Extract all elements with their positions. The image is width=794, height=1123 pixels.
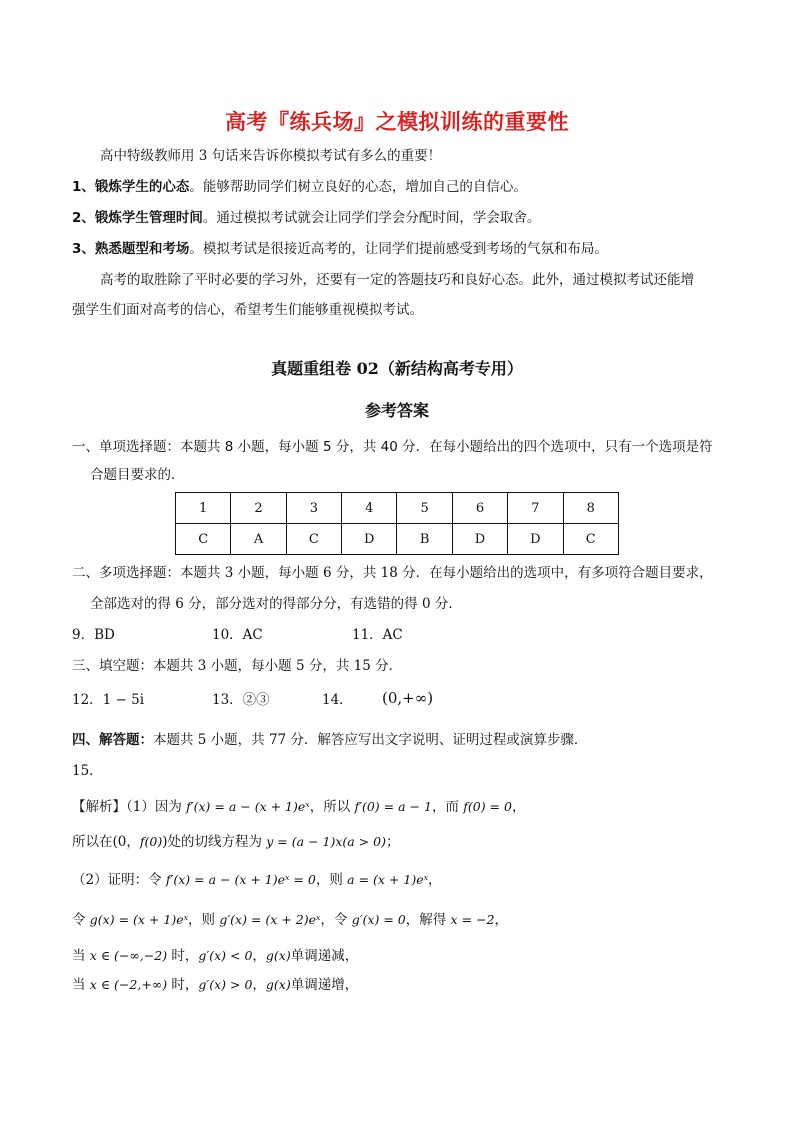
table-cell-number: 2 [231,493,286,524]
section1-text-line1: 本题共 8 小题，每小题 5 分，共 40 分．在每小题给出的四个选项中，只有一个选项是符 [180,439,713,455]
table-cell-answer: D [508,524,563,555]
table-cell-answer: D [342,524,397,555]
solution-math: g(x) [265,948,291,963]
section2-text-line2: 全部选对的得 6 分，部分选对的得部分分，有选错的得 0 分． [90,596,462,612]
solution-math: g(x) = (x + 1)eˣ [89,912,189,927]
solution-text: ， [428,872,442,888]
section3-answer-13: 13．②③ [212,692,270,708]
solution-text: 当 [72,948,90,964]
solution-text: 时， [167,948,199,964]
solution-math: f′(x) = a − (x + 1)eˣ [186,799,310,814]
intro-point-2-text: 。通过模拟考试就会让同学们学会分配时间，学会取舍。 [202,210,541,226]
solution-math: g′(x) > 0 [198,977,253,992]
table-cell-number: 4 [342,493,397,524]
table-cell-answer: A [231,524,286,555]
table-cell-number: 3 [286,493,341,524]
section1-label: 一、单项选择题： [72,439,180,455]
section3-text: 本题共 3 小题，每小题 5 分，共 15 分． [153,658,403,674]
solution-math: g(x) [265,977,291,992]
intro-point-3 [72,239,608,259]
solution-math: x ∈ (−2,+∞) [89,977,168,992]
section3-heading [72,656,402,676]
table-cell-number: 7 [508,493,563,524]
solution-text: ，解得 [405,912,451,928]
table-cell-answer: C [286,524,341,555]
intro-point-3-text: 。模拟考试是很接近高考的，让同学们提前感受到考场的气氛和布局。 [189,241,608,257]
solution-line-6 [72,975,358,995]
exam-subtitle: 参考答案 [364,401,429,420]
solution-text: 时， [167,977,199,993]
solution-math: f′(0) = a − 1 [354,799,432,814]
table-cell-number: 1 [176,493,231,524]
solution-text: ， [494,912,508,928]
intro-closing-line1: 高考的取胜除了平时必要的学习外，还要有一定的答题技巧和良好心态。此外，通过模拟考试还能增 [100,272,694,288]
solution-text: 单调递减， [290,948,359,964]
exam-title: 真题重组卷 02（新结构高考专用） [271,359,523,378]
answer-table-number-row [176,493,619,524]
section2-label: 二、多项选择题： [72,565,180,581]
section4-text: 本题共 5 小题，共 77 分．解答应写出文字说明、证明过程或演算步骤． [153,732,588,748]
solution-text: ，则 [315,872,348,888]
solution-text: 单调递增， [290,977,359,993]
section2-text-line1: 本题共 3 小题，每小题 6 分，共 18 分．在每小题给出的选项中，有多项符合题目要求， [180,565,713,581]
solution-text: ； [385,834,400,850]
solution-text: （2）证明：令 [72,872,166,888]
solution-math: f′(x) = a − (x + 1)eˣ = 0 [165,872,316,887]
solution-text: 【解析】（1）因为 [72,799,187,815]
solution-math: x ∈ (−∞,−2) [89,948,168,963]
intro-point-1 [72,177,527,197]
section3-answer-14-value: (0,+∞) [382,689,434,707]
section2-answer-10: 10．AC [212,627,263,643]
section2-heading [72,563,713,583]
intro-point-2-bold: 2、锻炼学生管理时间 [72,210,203,226]
solution-line-5 [72,946,358,966]
solution-text: ，而 [431,799,464,815]
intro-point-1-text: 。能够帮助同学们树立良好的心态，增加自己的自信心。 [189,179,527,195]
solution-text: ，所以 [309,799,355,815]
section4-heading [72,730,587,750]
solution-text: )处的切线方程为 [162,834,267,850]
solution-line-2 [72,832,399,852]
answer-table [175,492,619,555]
solution-math: a = (x + 1)eˣ [347,872,429,887]
table-cell-answer: C [176,524,231,555]
solution-text: 当 [72,977,90,993]
solution-line-4 [72,910,508,930]
section4-label: 四、解答题： [72,732,153,748]
section2-answer-11: 11．AC [352,627,403,643]
solution-text: 令 [72,912,90,928]
table-cell-number: 8 [563,493,618,524]
intro-point-2 [72,208,540,228]
solution-line-1 [72,797,525,817]
section3-answer-14-label: 14． [322,692,353,708]
solution-math: x = −2 [450,912,495,927]
solution-math: g′(x) < 0 [198,948,253,963]
intro-closing-line2: 强学生们面对高考的信心，希望考生们能够重视模拟考试。 [72,302,423,318]
section3-label: 三、填空题： [72,658,153,674]
solution-math: g′(x) = 0 [351,912,406,927]
answer-table-answer-row [176,524,619,555]
intro-lead: 高中特级教师用 3 句话来告诉你模拟考试有多么的重要！ [100,148,442,164]
section1-heading [72,437,713,457]
intro-title: 高考『练兵场』之模拟训练的重要性 [225,110,569,134]
table-cell-answer: B [397,524,452,555]
table-cell-number: 5 [397,493,452,524]
solution-text: ， [511,799,526,815]
solution-math: y = (a − 1)x(a > 0) [266,834,386,849]
section1-text-line2: 合题目要求的． [90,467,185,483]
table-cell-answer: C [563,524,618,555]
solution-math: f(0) [139,834,163,849]
question-15-number: 15． [72,763,103,779]
section2-answer-9: 9．BD [72,627,115,643]
table-cell-number: 6 [452,493,507,524]
solution-text: ， [252,948,266,964]
intro-point-3-bold: 3、熟悉题型和考场 [72,241,190,257]
solution-text: ，则 [188,912,220,928]
solution-text: ， [252,977,266,993]
solution-math: g′(x) = (x + 2)eˣ [219,912,321,927]
intro-point-1-bold: 1、锻炼学生的心态 [72,179,190,195]
solution-math: f(0) = 0 [463,799,512,814]
solution-text: ，令 [320,912,352,928]
solution-line-3 [72,870,442,890]
solution-text: 所以在(0， [72,834,140,850]
section3-answer-12: 12．1 − 5i [72,692,145,708]
table-cell-answer: D [452,524,507,555]
